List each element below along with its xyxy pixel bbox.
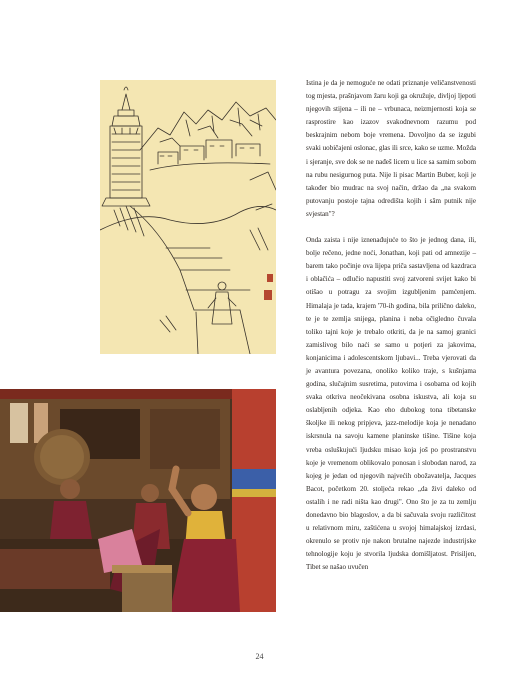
paragraph-1: Istina je da je nemoguće ne odati priznanje veličanstvenosti tog mjesta, prašnjavom žaru koji ga okružuje, divljoj ljepoti njegovih stijena – ili ne – vrbunaca, neizmjernosti koja se rasprostire kao izazov svakodnevnom razumu pod beskrajnim nebom boje vremena. Dovoljno da se izgubi svaki uobičajeni oslonac, glas ili srce, kako se uzme. Možda i sjeranje, sve dok se ne nađeš licem u lice sa samim sobom na rubu nesigurnog puta. Nije li pisac Martin Buber, koji je također bio mudrac na svoj način, držao da „na svakom putovanju postoje tajna odredišta kojih i sâm putnik nije svjestan"? <box>306 79 476 218</box>
page-number: 24 <box>255 652 264 661</box>
paragraph-2: Onda zaista i nije iznenađujuće to što je jednog dana, ili, bolje rečeno, jedne noći, Jonathan, koji pati od amnezije – barem tako počinje ova lijepa priča sastavljena od kazdraca i oblačića – odlučio napustiti svoj zatvoreni svijet kako bi otišao u potragu za svojim izgubljenim pamćenjem. Himalaja je tada, krajem '70-ih godina, bila prilično daleko, te je te zemlja snijega, planina i neba očigledno čuvala toliko tajni koje je trebalo otkriti, da je na samoj granici zamislivog bilo naći se samo u potjeri za jakovima, konjanicima i adolescentskom ljubavi... Treba vjerovati da je avantura povezana, onoliko koliko traje, s kušnjama godina, slučajnim susretima, putovima i osobama od kojih svaka otkriva neočekivana osobna iskustva, ali koja su oslabljenih odjeka. Kao eho dubokog tona tibetanske školjke ili nekog pripjeva, jazz-melodije koja je nenadano iskrsnula na savoju kamene planinske tišine. Tišine koja vrebа osluškujući ljudsku misao koja još po prostranstvu koje je vremenom oblikovalo ponosan i slobodan narod, za kojeg je jedan od njegovih najvećih obožavatelja, Jacques Bacot, početkom 20. stoljeća rekao „da živi daleko od ostalih i ne radi ništa kao drugi". Ono što je za tu zemlju donedavno bio blagoslov, a da bi sačuvala svoju različitost u relativnom miru, zaštićena u svojoj himalajskoj izrdasi, okrenulo se protiv nje nakon brutalne najezde industrijske tehnologije koju je stvorila ljudska domišljatost. Prisiljen, Tibet se našao uvučen <box>306 236 476 572</box>
monks-photo <box>0 389 276 612</box>
body-text-column <box>306 77 476 574</box>
stupa-sketch-illustration <box>100 80 276 354</box>
